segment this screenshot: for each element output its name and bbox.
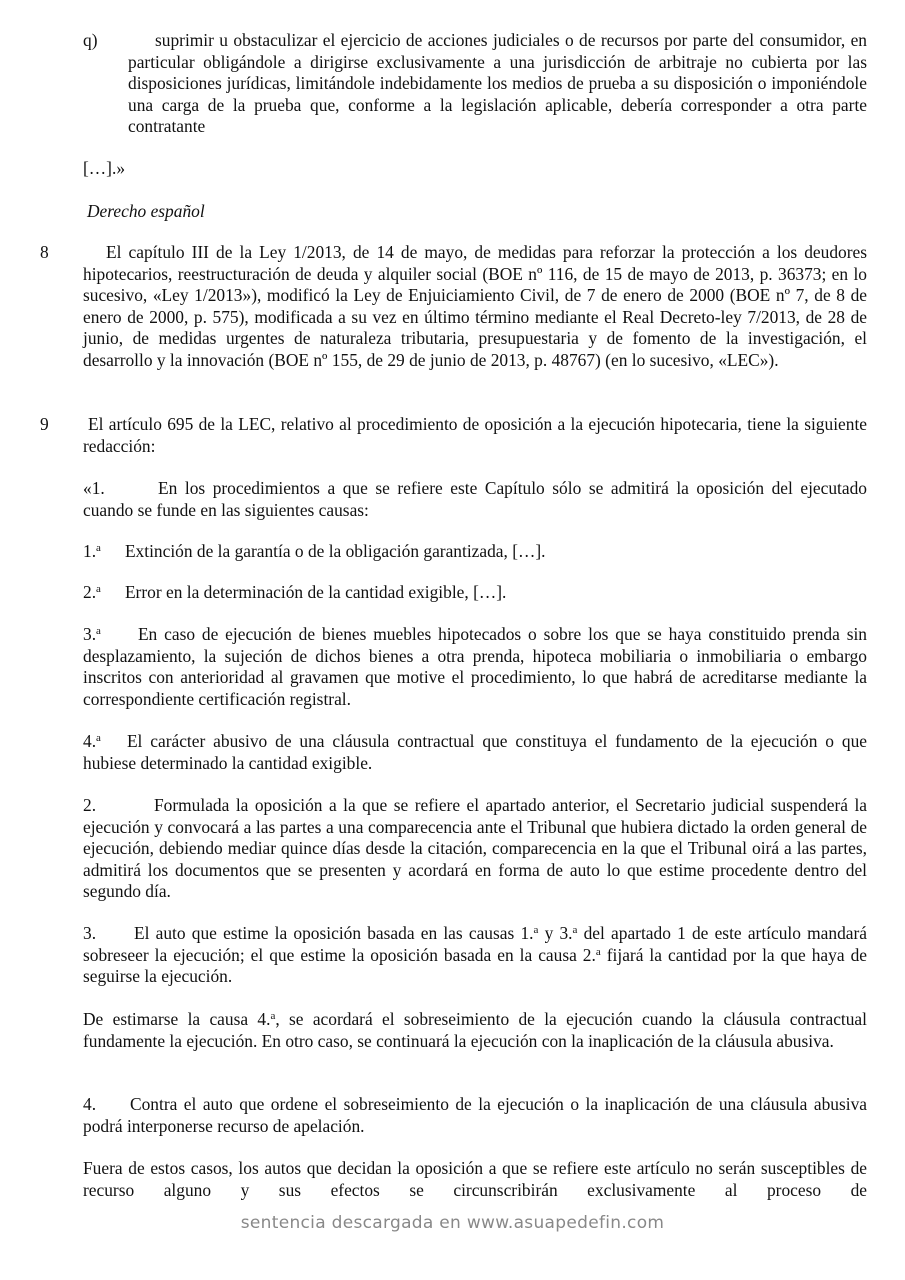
quote-1-text: En los procedimientos a que se refiere este Capítulo sólo se admitirá la oposición del ejecutado cuando se funde en las siguientes causas:	[83, 478, 867, 520]
quote-3b-text: , se acordará el sobreseimiento de la ejecución cuando la cláusula contractual fundamente la ejecución. En otro caso, se continuará la ejecución con la inaplicación de la cláusula abusiva.	[83, 1009, 867, 1051]
cause-number: 1.	[83, 541, 97, 561]
quote-paragraph-3	[83, 923, 867, 988]
cause-item	[83, 731, 867, 774]
quote-3-text: El auto que estime la oposición basada en las causas 1.	[134, 923, 534, 943]
cause-item	[83, 582, 867, 604]
cause-text: En caso de ejecución de bienes muebles hipotecados o sobre los que se haya constituido prenda sin desplazamiento, la sujeción de dichos bienes a otra prenda, hipoteca mobiliaria o inmobiliaria o embargo inscritos con anterioridad al gravamen que motive el procedimiento, lo que habrá de acreditarse mediante la correspondiente certificación registral.	[83, 624, 867, 709]
paragraph-8	[83, 242, 867, 372]
section-heading	[87, 201, 487, 223]
section-heading-text: Derecho español	[87, 201, 205, 221]
paragraph-number: 8	[40, 242, 49, 262]
ordinal: a	[270, 1010, 276, 1022]
quote-paragraph-3b	[83, 1009, 867, 1052]
paragraph-q-text: suprimir u obstaculizar el ejercicio de acciones judiciales o de recursos por parte del consumidor, en particular obligándole a dirigirse exclusivamente a una jurisdicción de arbitraje no cubierta por las disposiciones jurídicas, limitándole indebidamente los medios de prueba a su disposición o imponiéndole una carga de la prueba que, conforme a la legislación aplicable, debería corresponder a otra parte contratante	[128, 30, 867, 137]
paragraph-q	[83, 30, 867, 138]
cause-text: Extinción de la garantía o de la obligación garantizada, […].	[124, 541, 546, 561]
quote-3-label: 3.	[83, 923, 97, 943]
quote-paragraph-4b	[83, 1158, 867, 1201]
quote-4-label: 4.	[83, 1094, 97, 1114]
cause-number: 3.	[83, 624, 97, 644]
paragraph-9-text: El artículo 695 de la LEC, relativo al procedimiento de oposición a la ejecución hipotecaria, tiene la siguiente redacción:	[83, 414, 867, 456]
quote-paragraph-1	[83, 478, 867, 521]
footer-watermark: sentencia descargada en www.asuapedefin.com	[240, 1213, 665, 1233]
cause-ordinal: a	[96, 583, 101, 595]
ordinal: a	[595, 945, 601, 958]
cause-text: Error en la determinación de la cantidad exigible, […].	[124, 582, 507, 602]
cause-ordinal: a	[96, 542, 101, 554]
quote-2-text: Formulada la oposición a la que se refiere el apartado anterior, el Secretario judicial suspenderá la ejecución y convocará a las partes a una comparecencia ante el Tribunal que hubiera dictado la orden general de ejecución, debiendo mediar quince días desde la citación, comparecencia en la que el Tribunal oirá a las partes, admitirá los documentos que se presenten y acordará en forma de auto lo que estime procedente dentro del segundo día.	[83, 795, 867, 902]
cause-ordinal: a	[96, 625, 101, 637]
quote-3-text: del apartado 1 de este artículo mandará sobreseer la ejecución; el que estime la oposición basada en la causa 2.	[83, 923, 867, 965]
quote-paragraph-2	[83, 795, 867, 903]
paragraph-number: 9	[40, 414, 49, 434]
cause-item	[83, 624, 867, 710]
cause-item	[83, 541, 867, 563]
quote-paragraph-4	[83, 1094, 867, 1137]
ordinal: a	[572, 924, 578, 936]
cause-text: El carácter abusivo de una cláusula contractual que constituya el fundamento de la ejecución o que hubiese determinado la cantidad exigible.	[83, 731, 867, 773]
ellipsis-quote	[83, 158, 283, 180]
quote-2-label: 2.	[83, 795, 97, 815]
quote-3b-text: De estimarse la causa 4.	[83, 1009, 271, 1029]
paragraph-q-label: q)	[83, 30, 98, 50]
cause-ordinal: a	[96, 732, 101, 744]
ordinal: a	[533, 924, 539, 936]
quote-3-text: y 3.	[538, 923, 573, 943]
cause-number: 4.	[83, 731, 97, 751]
quote-4-text: Contra el auto que ordene el sobreseimiento de la ejecución o la inaplicación de una cláusula abusiva podrá interponerse recurso de apelación.	[83, 1094, 867, 1136]
paragraph-8-text: El capítulo III de la Ley 1/2013, de 14 de mayo, de medidas para reforzar la protección a los deudores hipotecarios, reestructuración de deuda y alquiler social (BOE nº 116, de 15 de mayo de 2013, p. 36373; en lo sucesivo, «Ley 1/2013»), modificó la Ley de Enjuiciamiento Civil, de 7 de enero de 2000 (BOE nº 7, de 8 de enero de 2000, p. 575), modificada a su vez en último término mediante el Real Decreto-ley 7/2013, de 28 de junio, de medidas urgentes de naturaleza tributaria, presupuestaria y de fomento de la investigación, el desarrollo y la innovación (BOE nº 155, de 29 de junio de 2013, p. 48767) (en lo sucesivo, «LEC»).	[83, 242, 867, 370]
ellipsis-quote-text: […].»	[83, 158, 126, 178]
paragraph-9	[83, 414, 867, 457]
quote-4b-text: Fuera de estos casos, los autos que decidan la oposición a que se refiere este artículo no serán susceptibles de recurso alguno y sus efectos se circunscribirán exclusivamente al proceso de	[83, 1158, 867, 1200]
quote-3-text: fijará la cantidad por la que haya de seguirse la ejecución.	[83, 944, 867, 987]
quote-1-label: «1.	[83, 478, 105, 498]
cause-number: 2.	[83, 582, 97, 602]
